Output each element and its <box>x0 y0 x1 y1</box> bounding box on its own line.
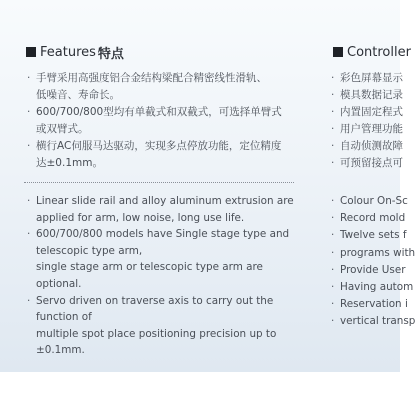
list-item: · 600/700/800 models have Single stage type and telescopic type arm, single stage arm or telescopic type arm are optional. <box>36 226 298 292</box>
list-item: · programs with <box>340 245 400 262</box>
features-cn-list <box>36 70 296 172</box>
controller-en-list <box>340 193 415 331</box>
list-item: · Record mold <box>340 210 400 227</box>
controller-title: Controller <box>347 44 411 60</box>
heading-square-icon <box>26 47 36 57</box>
list-item: · 手臂采用高强度铝合金结构梁配合精密线性滑轨、 低噪音、寿命长。 <box>36 70 296 104</box>
list-item: · Twelve sets f <box>340 227 400 244</box>
list-item: · Provide User <box>340 262 400 279</box>
list-item: · Colour On-Sc <box>340 193 400 210</box>
list-item: · vertical transp <box>340 313 400 330</box>
list-item: · Servo driven on traverse axis to carry out the function of multiple spot place positioning precision up to ±0.1mm. <box>36 293 298 359</box>
list-item: · 自动侦测故障 <box>340 138 400 155</box>
features-title: Features <box>40 44 96 60</box>
controller-cn-list <box>340 70 403 172</box>
list-item: · 彩色屏幕显示 <box>340 70 400 87</box>
list-item: · Reservation i <box>340 296 400 313</box>
list-item: · Having autom <box>340 279 400 296</box>
list-item: · 用户管理功能 <box>340 121 400 138</box>
list-item: · 内置固定程式 <box>340 104 400 121</box>
features-title-cn: 特点 <box>97 46 124 62</box>
controller-heading <box>333 44 411 60</box>
list-item: · 可预留接点可 <box>340 155 400 172</box>
list-item: · 横行AC伺服马达驱动，实现多点停放功能，定位精度 达±0.1mm。 <box>36 138 296 172</box>
list-item: · 600/700/800型均有单截式和双截式，可选择单臂式 或双臂式。 <box>36 104 296 138</box>
features-heading <box>26 44 124 60</box>
list-item: · 模具数据记录 <box>340 87 400 104</box>
features-en-list <box>36 193 298 359</box>
heading-square-icon <box>333 47 343 57</box>
list-item: · Linear slide rail and alloy aluminum extrusion are applied for arm, low noise, long use life. <box>36 193 298 226</box>
dotted-divider <box>24 182 294 183</box>
